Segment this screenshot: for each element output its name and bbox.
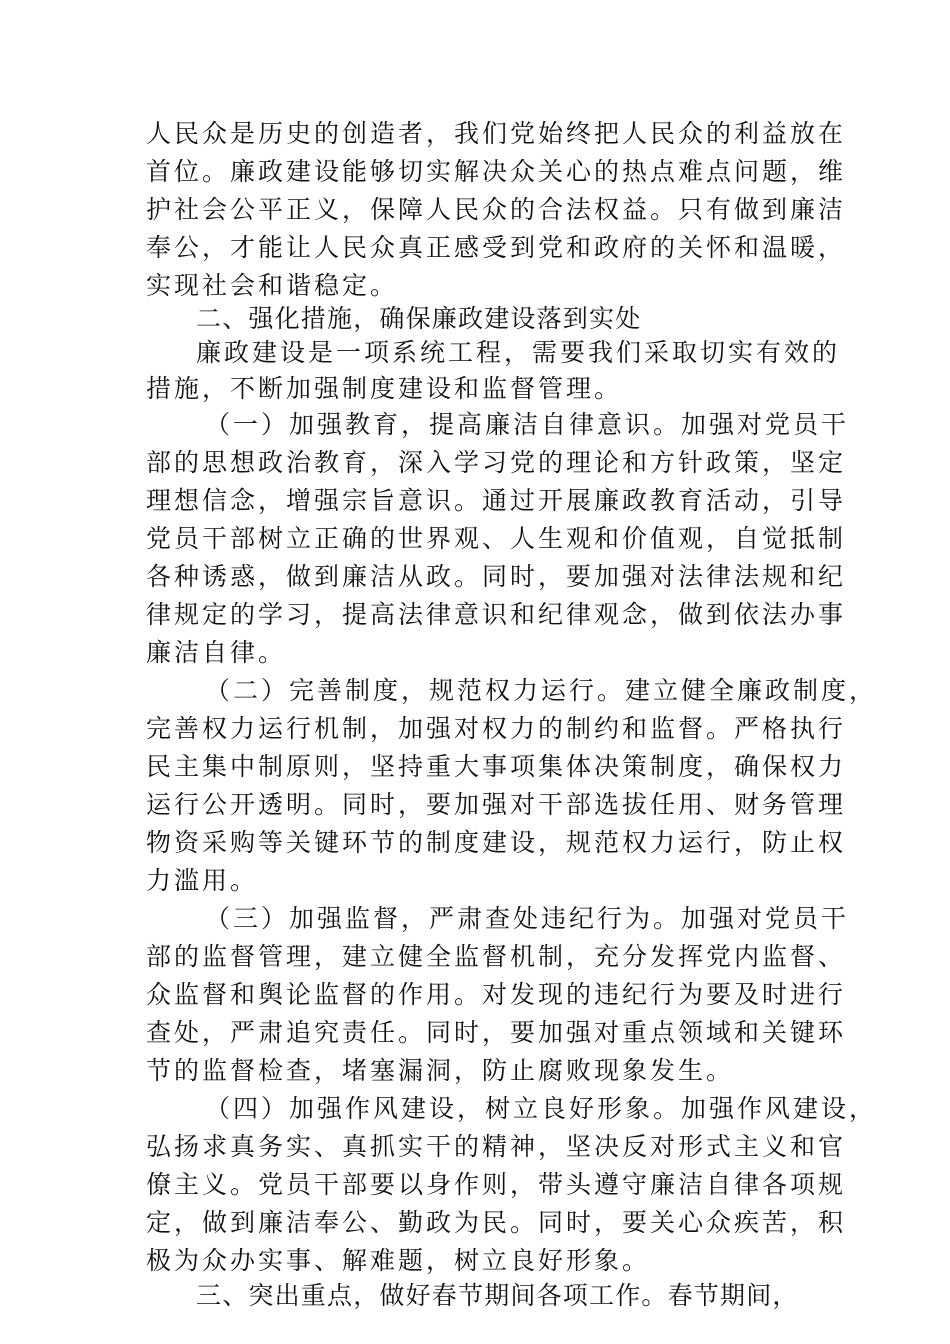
paragraph-line: 奉公，才能让人民众真正感受到党和政府的关怀和温暖， (146, 233, 847, 262)
subsection-line: （一）加强教育，提高廉洁自律意识。加强对党员干 (205, 410, 850, 439)
paragraph-line: 首位。廉政建设能够切实解决众关心的热点难点问题，维 (146, 157, 847, 186)
paragraph-line: 僚主义。党员干部要以身作则，带头遵守廉洁自律各项规 (146, 1170, 847, 1199)
paragraph-line: 节的监督检查，堵塞漏洞，防止腐败现象发生。 (146, 1056, 735, 1085)
paragraph-line: 廉洁自律。 (146, 638, 287, 667)
subsection-line: （三）加强监督，严肃查处违纪行为。加强对党员干 (205, 904, 850, 933)
paragraph-line: 人民众是历史的创造者，我们党始终把人民众的利益放在 (146, 119, 847, 148)
paragraph-line: 部的监督管理，建立健全监督机制，充分发挥党内监督、 (146, 942, 847, 971)
section-heading-2: 二、强化措施，确保廉政建设落到实处 (196, 304, 642, 333)
paragraph-line: 定，做到廉洁奉公、勤政为民。同时，要关心众疾苦，积 (146, 1208, 847, 1237)
paragraph-line: 查处，严肃追究责任。同时，要加强对重点领域和关键环 (146, 1018, 847, 1047)
paragraph-line: 部的思想政治教育，深入学习党的理论和方针政策，坚定 (146, 448, 847, 477)
paragraph-line: 理想信念，增强宗旨意识。通过开展廉政教育活动，引导 (146, 486, 847, 515)
paragraph-line: 力滥用。 (146, 866, 259, 895)
paragraph-line: 各种诱惑，做到廉洁从政。同时，要加强对法律法规和纪 (146, 562, 847, 591)
paragraph-line: 实现社会和谐稳定。 (146, 271, 399, 300)
subsection-line: （四）加强作风建设，树立良好形象。加强作风建设， (205, 1094, 878, 1123)
paragraph-line: 党员干部树立正确的世界观、人生观和价值观，自觉抵制 (146, 524, 847, 553)
paragraph-line: 民主集中制原则，坚持重大事项集体决策制度，确保权力 (146, 752, 847, 781)
paragraph-line: 运行公开透明。同时，要加强对干部选拔任用、财务管理 (146, 790, 847, 819)
paragraph-line: 弘扬求真务实、真抓实干的精神，坚决反对形式主义和官 (146, 1132, 847, 1161)
subsection-line: （二）完善制度，规范权力运行。建立健全廉政制度， (205, 676, 878, 705)
paragraph-line: 物资采购等关键环节的制度建设，规范权力运行，防止权 (146, 828, 847, 857)
paragraph-line: 廉政建设是一项系统工程，需要我们采取切实有效的 (196, 338, 841, 367)
paragraph-line: 措施，不断加强制度建设和监督管理。 (146, 374, 623, 403)
paragraph-line: 护社会公平正义，保障人民众的合法权益。只有做到廉洁 (146, 195, 847, 224)
paragraph-line: 完善权力运行机制，加强对权力的制约和监督。严格执行 (146, 714, 847, 743)
section-heading-3: 三、突出重点，做好春节期间各项工作。春节期间， (196, 1281, 799, 1310)
paragraph-line: 律规定的学习，提高法律意识和纪律观念，做到依法办事 (146, 600, 847, 629)
paragraph-line: 极为众办实事、解难题，树立良好形象。 (146, 1246, 651, 1275)
paragraph-line: 众监督和舆论监督的作用。对发现的违纪行为要及时进行 (146, 980, 847, 1009)
